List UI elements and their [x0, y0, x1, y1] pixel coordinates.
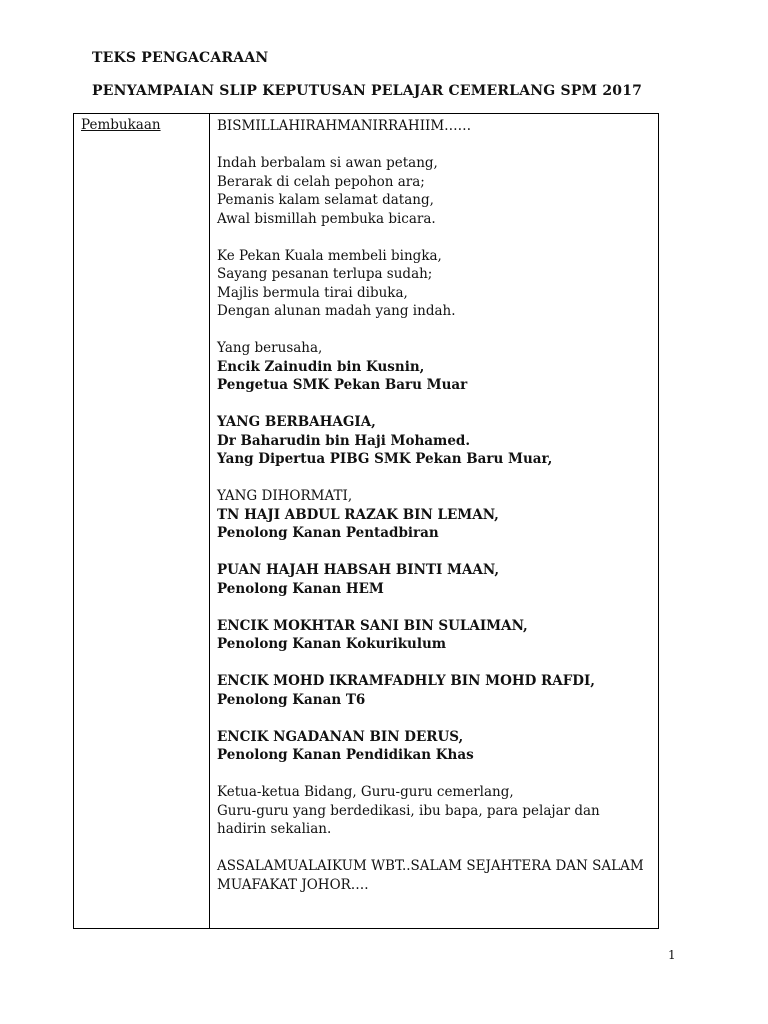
cocurriculum-senior-assistant-title: Penolong Kanan Kokurikulum — [217, 636, 447, 652]
principal-title: Pengetua SMK Pekan Baru Muar — [217, 377, 468, 393]
cocurriculum-senior-assistant-name: ENCIK MOKHTAR SANI BIN SULAIMAN, — [217, 617, 528, 634]
section-label-pembukaan: Pembukaan — [81, 117, 161, 133]
pantun-1-line-4: Awal bismillah pembuka bicara. — [217, 210, 436, 227]
pantun-1-line-3: Pemanis kalam selamat datang, — [217, 192, 434, 208]
salutation-yang-berusaha: Yang berusaha, — [217, 340, 323, 356]
pantun-1-line-1: Indah berbalam si awan petang, — [217, 155, 438, 171]
pantun-2-line-3: Majlis bermula tirai dibuka, — [217, 284, 408, 301]
document-title: TEKS PENGACARAAN — [92, 50, 269, 66]
hem-senior-assistant-name: PUAN HAJAH HABSAH BINTI MAAN, — [217, 562, 500, 578]
general-audience-line-1: Ketua-ketua Bidang, Guru-guru cemerlang, — [217, 784, 514, 800]
line-gap — [217, 395, 657, 414]
greeting-line-1: ASSALAMUALAIKUM WBT..SALAM SEJAHTERA DAN SALAM — [217, 858, 644, 874]
t6-senior-assistant-name: ENCIK MOHD IKRAMFADHLY BIN MOHD RAFDI, — [217, 673, 595, 689]
special-education-senior-assistant-title: Penolong Kanan Pendidikan Khas — [217, 747, 474, 763]
line-gap — [217, 839, 657, 858]
document-subtitle: PENYAMPAIAN SLIP KEPUTUSAN PELAJAR CEMERLANG SPM 2017 — [92, 83, 643, 99]
page-number: 1 — [668, 948, 676, 962]
line-gap — [217, 654, 657, 673]
line-gap — [217, 321, 657, 340]
pibg-chairman-title: Yang Dipertua PIBG SMK Pekan Baru Muar, — [217, 451, 553, 467]
line-gap — [217, 228, 657, 247]
pantun-2-line-2: Sayang pesanan terlupa sudah; — [217, 266, 433, 282]
line-gap — [217, 469, 657, 488]
pantun-1-line-2: Berarak di celah pepohon ara; — [217, 173, 425, 190]
line-gap — [217, 709, 657, 728]
script-line-bismillah: BISMILLAHIRAHMANIRRAHIIM…… — [217, 118, 472, 134]
line-gap — [217, 598, 657, 617]
opening-script-content — [217, 117, 657, 894]
salutation-yang-dihormati: YANG DIHORMATI, — [217, 488, 353, 504]
t6-senior-assistant-title: Penolong Kanan T6 — [217, 691, 366, 708]
principal-name: Encik Zainudin bin Kusnin, — [217, 358, 425, 375]
pantun-2-line-4: Dengan alunan madah yang indah. — [217, 303, 456, 319]
salutation-yang-berbahagia: YANG BERBAHAGIA, — [217, 414, 376, 430]
admin-senior-assistant-title: Penolong Kanan Pentadbiran — [217, 525, 439, 541]
line-gap — [217, 765, 657, 784]
general-audience-line-3: hadirin sekalian. — [217, 821, 332, 837]
hem-senior-assistant-title: Penolong Kanan HEM — [217, 580, 384, 597]
general-audience-line-2: Guru-guru yang berdedikasi, ibu bapa, para pelajar dan — [217, 802, 600, 819]
pantun-2-line-1: Ke Pekan Kuala membeli bingka, — [217, 247, 442, 264]
script-table — [73, 113, 659, 929]
pibg-chairman-name: Dr Baharudin bin Haji Mohamed. — [217, 432, 471, 449]
line-gap — [217, 543, 657, 562]
special-education-senior-assistant-name: ENCIK NGADANAN BIN DERUS, — [217, 728, 464, 745]
admin-senior-assistant-name: TN HAJI ABDUL RAZAK BIN LEMAN, — [217, 506, 499, 523]
column-divider — [209, 114, 210, 928]
greeting-line-2: MUAFAKAT JOHOR…. — [217, 876, 369, 893]
line-gap — [217, 136, 657, 155]
